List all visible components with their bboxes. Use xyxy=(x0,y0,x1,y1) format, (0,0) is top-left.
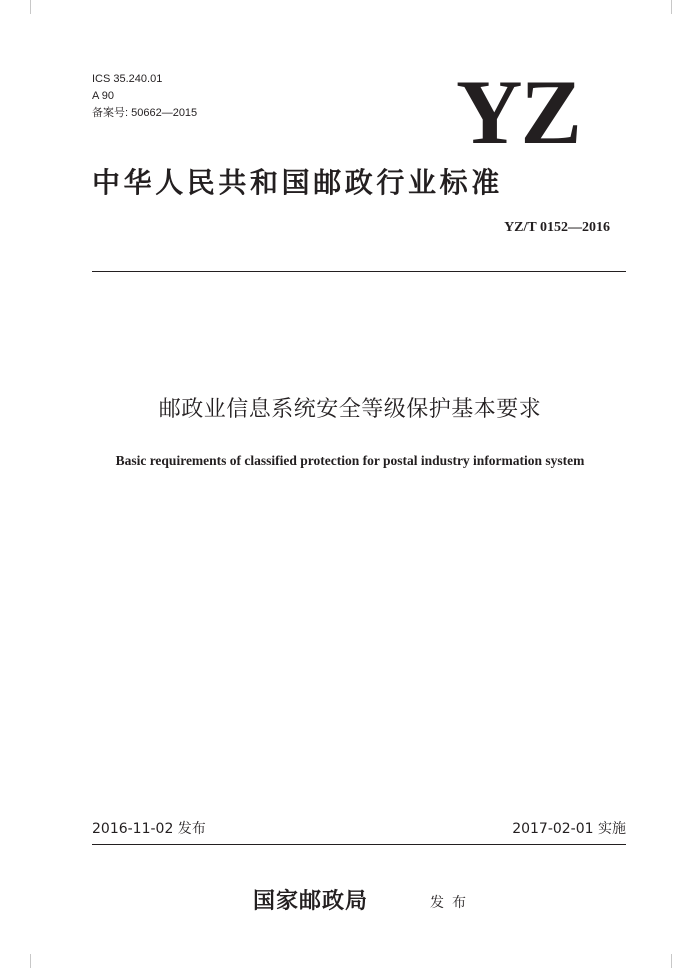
standard-category-title: 中华人民共和国邮政行业标准 xyxy=(92,166,503,199)
crop-mark-top-left xyxy=(30,0,31,14)
ccs-code: A 90 xyxy=(92,90,115,102)
document-title-english: Basic requirements of classified protection for postal industry information system xyxy=(115,453,585,468)
issuing-authority: 国家邮政局 xyxy=(253,888,369,914)
footer-divider xyxy=(92,844,626,845)
standard-number: YZ/T 0152—2016 xyxy=(504,220,610,235)
crop-mark-bottom-left xyxy=(30,954,31,968)
classification-codes xyxy=(92,71,197,122)
filing-number: 备案号: 50662—2015 xyxy=(92,107,198,119)
header-divider xyxy=(92,271,626,272)
issuer-action-label: 发布 xyxy=(430,895,474,911)
ics-code: ICS 35.240.01 xyxy=(92,73,163,85)
issue-date: 2016-11-02 发布 xyxy=(92,821,206,837)
implementation-date: 2017-02-01 实施 xyxy=(512,821,626,837)
crop-mark-bottom-right xyxy=(671,954,672,968)
crop-mark-top-right xyxy=(671,0,672,14)
document-title-chinese: 邮政业信息系统安全等级保护基本要求 xyxy=(158,397,542,422)
yz-logo: YZ xyxy=(456,61,580,163)
